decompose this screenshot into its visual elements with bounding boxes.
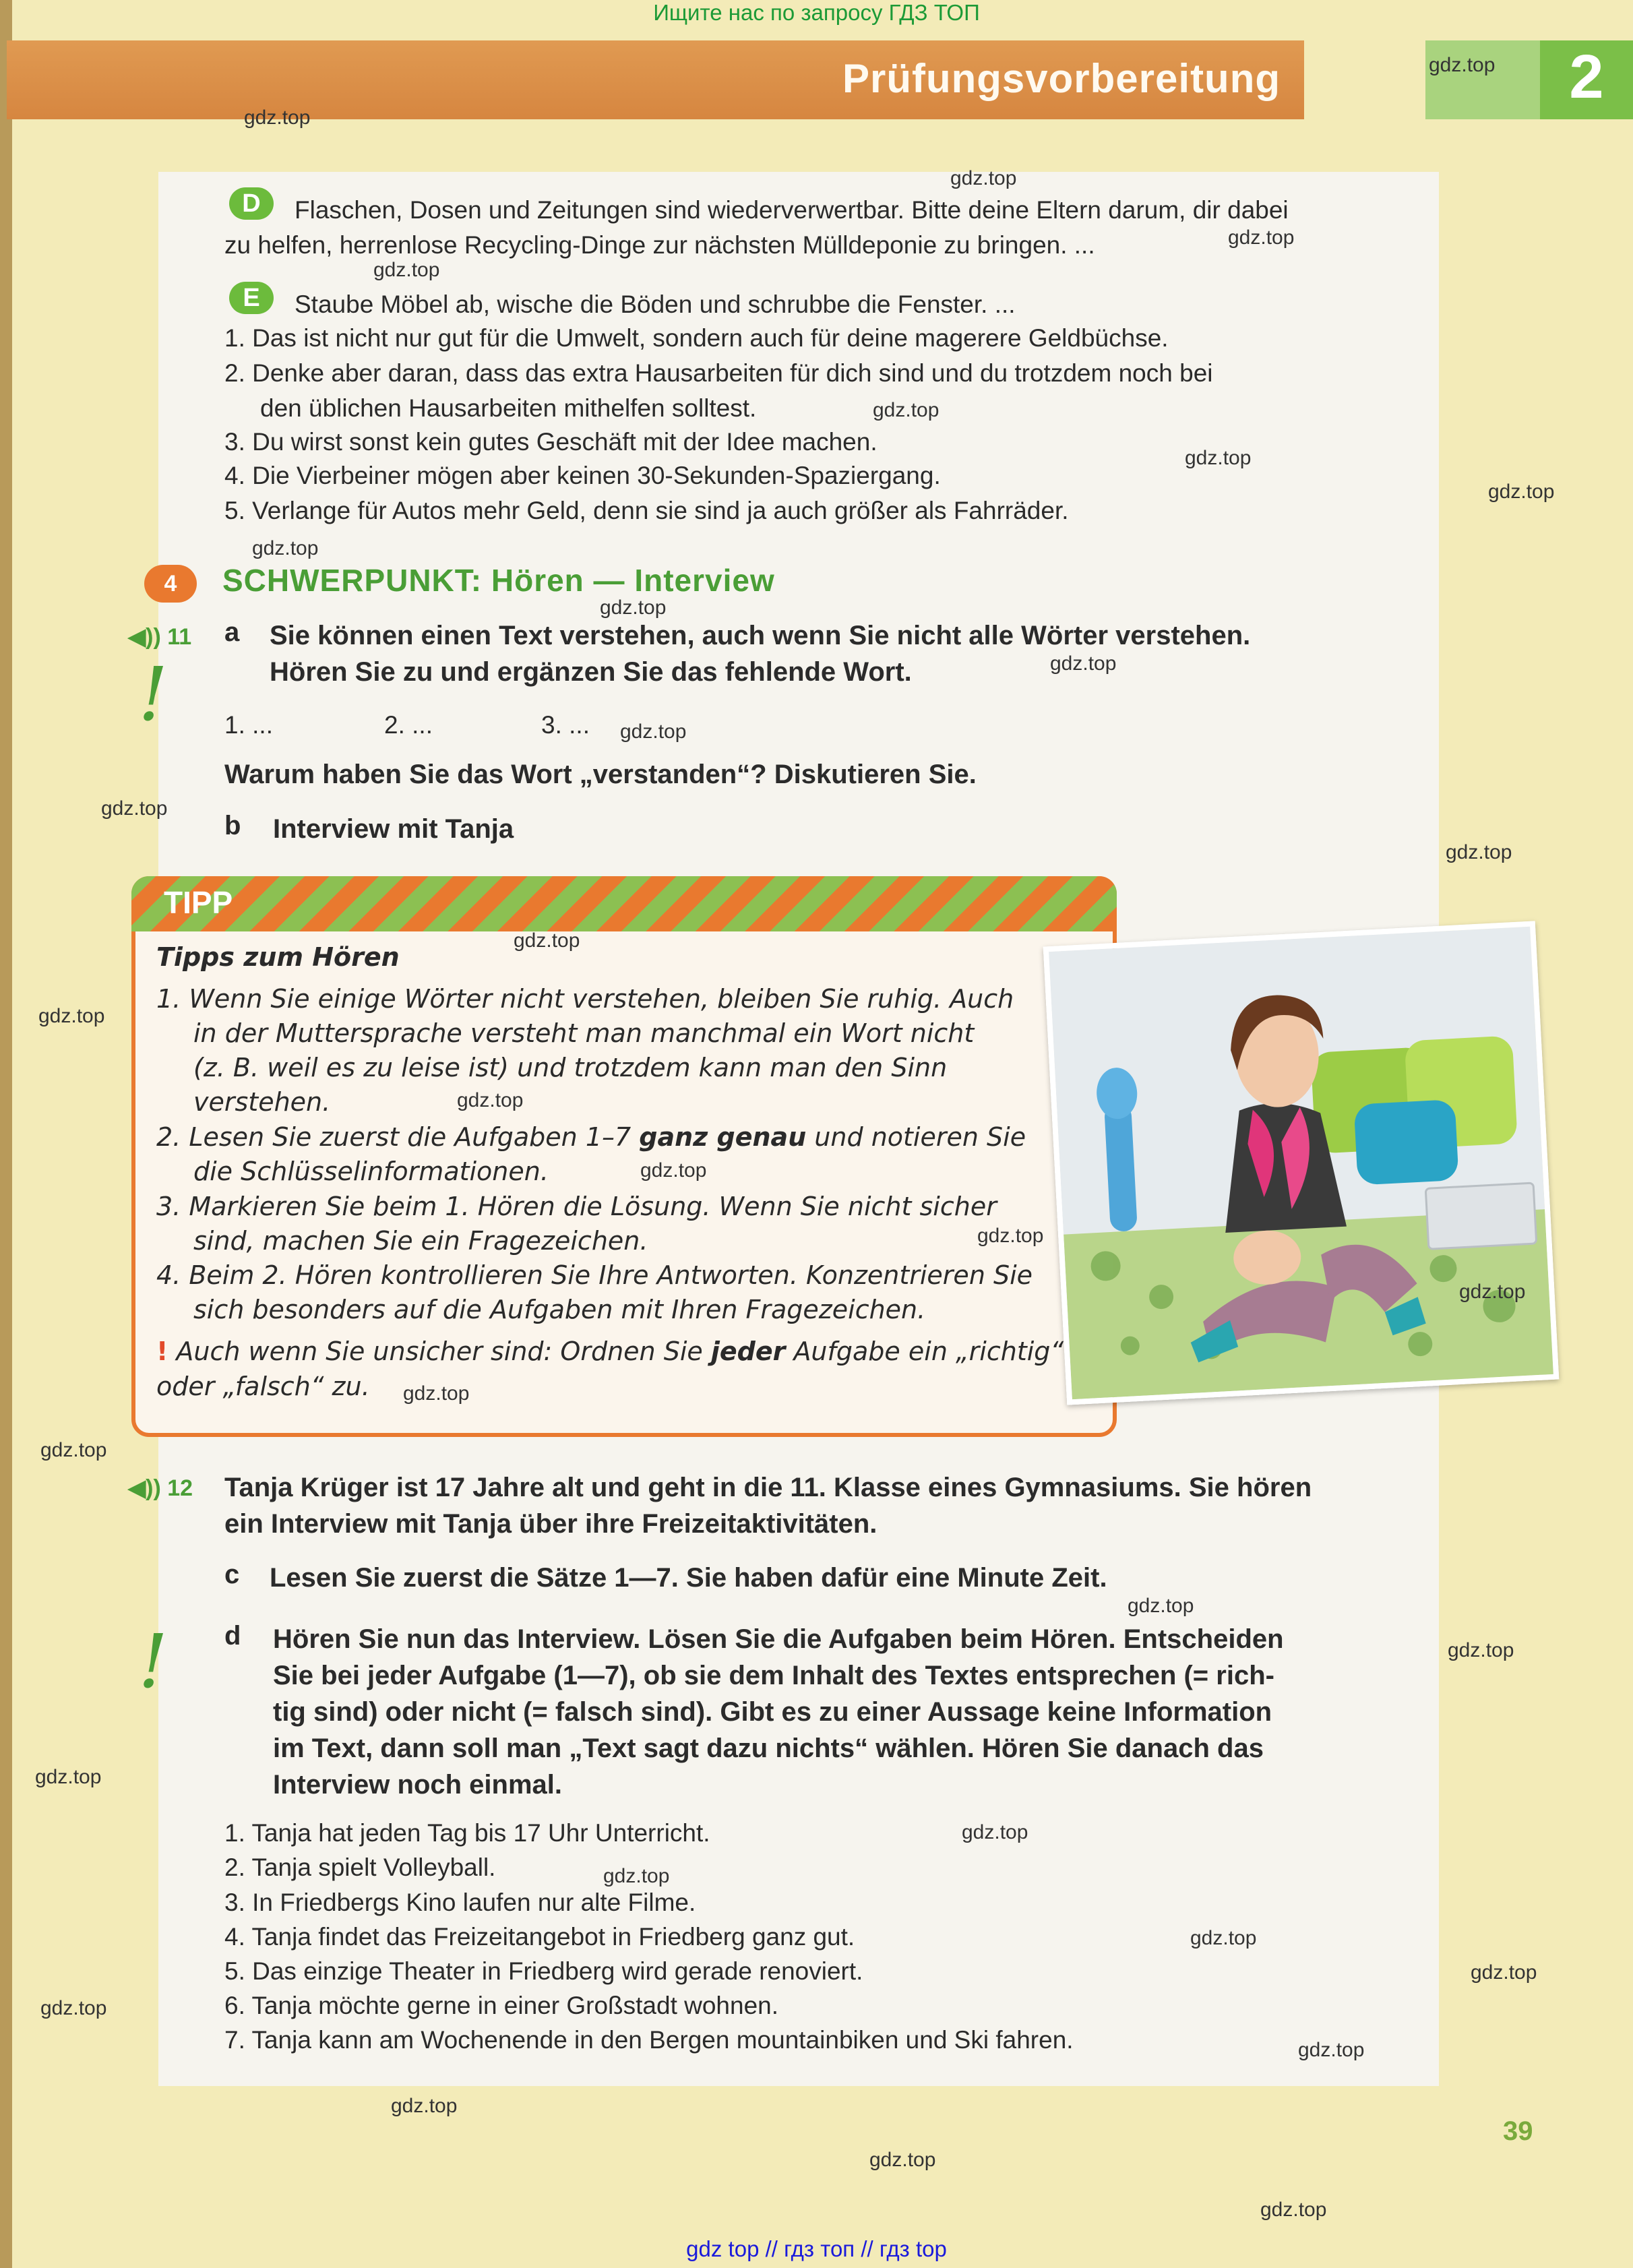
statement-2: 2. Tanja spielt Volleyball.	[224, 1853, 496, 1881]
section-badge: 4	[144, 565, 197, 603]
task-a-line-2: Hören Sie zu und ergänzen Sie das fehlende Wort.	[270, 657, 912, 687]
discussion-question: Warum haben Sie das Wort „verstanden“? Diskutieren Sie.	[224, 760, 977, 789]
bottom-links[interactable]: gdz top // гдз топ // гдз top	[686, 2236, 947, 2261]
tipp-item-1-line-4: verstehen.	[193, 1087, 331, 1117]
watermark: gdz.top	[514, 929, 580, 952]
watermark: gdz.top	[252, 537, 319, 559]
watermark: gdz.top	[1488, 481, 1555, 503]
watermark: gdz.top	[1429, 54, 1496, 76]
tipp-item-3-line-2: sind, machen Sie ein Fragezeichen.	[193, 1226, 648, 1256]
tipp-note-line-1: ! Auch wenn Sie unsicher sind: Ordnen Sie jeder Aufgabe ein „richtig“	[156, 1337, 1064, 1366]
tipp-note-line-2: oder „falsch“ zu.	[156, 1372, 370, 1401]
tipp-item-1-line-3: (z. B. weil es zu leise ist) und trotzdem kann man den Sinn	[193, 1053, 948, 1082]
watermark: gdz.top	[640, 1159, 707, 1182]
watermark: gdz.top	[1190, 1927, 1257, 1949]
watermark: gdz.top	[244, 106, 311, 129]
watermark: gdz.top	[38, 1005, 105, 1027]
statement-6: 6. Tanja möchte gerne in einer Großstadt wohnen.	[224, 1992, 779, 2019]
numbered-item-1: 1. Das ist nicht nur gut für die Umwelt, sondern auch für deine magerere Geldbüchse.	[224, 324, 1169, 352]
tipp-label: TIPP	[164, 885, 233, 920]
photo-tanja	[1043, 921, 1560, 1405]
page-number: 39	[1503, 2116, 1533, 2146]
watermark: gdz.top	[873, 399, 939, 421]
important-icon-2: !	[138, 1618, 168, 1705]
chapter-tab-light	[1425, 40, 1540, 119]
task-d-line-3: tig sind) oder nicht (= falsch sind). Gibt es zu einer Aussage keine Information	[273, 1697, 1272, 1727]
blank-3: 3. ...	[541, 711, 590, 739]
tipp-item-1-line-2: in der Muttersprache versteht man manchmal ein Wort nicht	[193, 1018, 975, 1048]
watermark: gdz.top	[950, 167, 1017, 189]
tipp-header-stripe	[131, 876, 1117, 931]
task-c-text: Lesen Sie zuerst die Sätze 1—7. Sie haben dafür eine Minute Zeit.	[270, 1563, 1107, 1593]
watermark: gdz.top	[403, 1382, 470, 1405]
blank-2: 2. ...	[384, 711, 433, 739]
numbered-item-2-cont: den üblichen Hausarbeiten mithelfen solltest.	[260, 394, 757, 422]
part-e-line-1: Staube Möbel ab, wische die Böden und schrubbe die Fenster. ...	[295, 290, 1016, 318]
important-icon: !	[138, 651, 168, 737]
part-d-line-2: zu helfen, herrenlose Recycling-Dinge zur nächsten Mülldeponie zu bringen. ...	[224, 231, 1095, 259]
task-letter-b: b	[224, 811, 241, 840]
track-number: 12	[167, 1475, 193, 1501]
task-a-line-1: Sie können einen Text verstehen, auch wenn Sie nicht alle Wörter verstehen.	[270, 621, 1251, 650]
watermark: gdz.top	[1228, 226, 1295, 249]
tipp-item-2-line-1: 2. Lesen Sie zuerst die Aufgaben 1–7 ganz genau und notieren Sie	[156, 1122, 1026, 1152]
watermark: gdz.top	[1446, 841, 1512, 863]
part-d-line-1: Flaschen, Dosen und Zeitungen sind wiederverwertbar. Bitte deine Eltern darum, dir dabei	[295, 196, 1289, 224]
watermark: gdz.top	[391, 2095, 458, 2117]
tipp-item-3-line-1: 3. Markieren Sie beim 1. Hören die Lösung. Wenn Sie nicht sicher	[156, 1192, 997, 1221]
statement-7: 7. Tanja kann am Wochenende in den Bergen mountainbiken und Ski fahren.	[224, 2026, 1074, 2054]
statement-3: 3. In Friedbergs Kino laufen nur alte Filme.	[224, 1889, 696, 1916]
watermark: gdz.top	[1260, 2199, 1327, 2221]
watermark: gdz.top	[40, 1997, 107, 2019]
task-d-line-2: Sie bei jeder Aufgabe (1—7), ob sie dem Inhalt des Textes entsprechen (= rich-	[273, 1661, 1274, 1690]
watermark: gdz.top	[962, 1821, 1028, 1843]
audio-track-12[interactable]	[128, 1475, 193, 1502]
page-edge	[0, 0, 12, 2268]
watermark: gdz.top	[869, 2149, 936, 2171]
watermark: gdz.top	[1128, 1595, 1194, 1617]
numbered-item-4: 4. Die Vierbeiner mögen aber keinen 30-Sekunden-Spaziergang.	[224, 462, 941, 489]
task-d-line-5: Interview noch einmal.	[273, 1770, 563, 1800]
watermark: gdz.top	[1471, 1961, 1537, 1984]
speaker-icon: ◀))	[128, 1475, 161, 1501]
page-title: Prüfungsvorbereitung	[842, 56, 1281, 101]
watermark: gdz.top	[600, 596, 667, 619]
statement-1: 1. Tanja hat jeden Tag bis 17 Uhr Unterricht.	[224, 1819, 710, 1847]
blank-1: 1. ...	[224, 711, 273, 739]
task-letter-c: c	[224, 1560, 240, 1589]
task-d-line-4: im Text, dann soll man „Text sagt dazu nichts“ wählen. Hören Sie danach das	[273, 1734, 1264, 1763]
tipp-item-1-line-1: 1. Wenn Sie einige Wörter nicht verstehen, bleiben Sie ruhig. Auch	[156, 984, 1014, 1014]
watermark: gdz.top	[620, 721, 687, 743]
numbered-item-2: 2. Denke aber daran, dass das extra Hausarbeiten für dich sind und du trotzdem noch bei	[224, 359, 1213, 387]
statement-5: 5. Das einzige Theater in Friedberg wird gerade renoviert.	[224, 1957, 863, 1985]
task-letter-a: a	[224, 617, 240, 647]
tipp-item-4-line-1: 4. Beim 2. Hören kontrollieren Sie Ihre Antworten. Konzentrieren Sie	[156, 1260, 1033, 1290]
watermark: gdz.top	[1448, 1639, 1514, 1661]
watermark: gdz.top	[977, 1225, 1044, 1247]
numbered-item-3: 3. Du wirst sonst kein gutes Geschäft mit der Idee machen.	[224, 428, 877, 456]
chapter-number: 2	[1569, 42, 1604, 111]
audio-track-11[interactable]	[128, 623, 191, 650]
watermark: gdz.top	[1050, 652, 1117, 675]
watermark: gdz.top	[1298, 2039, 1365, 2061]
watermark: gdz.top	[101, 797, 168, 820]
track-number: 11	[167, 624, 192, 650]
tipp-item-2-line-2: die Schlüsselinformationen.	[193, 1157, 549, 1186]
tipp-heading: Tipps zum Hören	[156, 942, 400, 972]
badge-d: D	[229, 187, 274, 220]
task-letter-d: d	[224, 1621, 241, 1651]
badge-e: E	[229, 282, 274, 314]
watermark: gdz.top	[1185, 447, 1252, 469]
section-title: SCHWERPUNKT: Hören — Interview	[222, 563, 775, 598]
statement-4: 4. Tanja findet das Freizeitangebot in Friedberg ganz gut.	[224, 1923, 855, 1951]
task-b-title: Interview mit Tanja	[273, 814, 514, 844]
top-banner-link[interactable]: Ищите нас по запросу ГДЗ ТОП	[653, 0, 980, 25]
task-12-line-1: Tanja Krüger ist 17 Jahre alt und geht in die 11. Klasse eines Gymnasiums. Sie hören	[224, 1473, 1312, 1502]
watermark: gdz.top	[40, 1439, 107, 1461]
watermark: gdz.top	[35, 1766, 102, 1788]
watermark: gdz.top	[603, 1865, 670, 1887]
tipp-item-4-line-2: sich besonders auf die Aufgaben mit Ihren Fragezeichen.	[193, 1295, 926, 1324]
watermark: gdz.top	[457, 1089, 524, 1111]
watermark: gdz.top	[373, 259, 440, 281]
numbered-item-5: 5. Verlange für Autos mehr Geld, denn sie sind ja auch größer als Fahrräder.	[224, 497, 1069, 524]
speaker-icon: ◀))	[128, 624, 161, 650]
task-12-line-2: ein Interview mit Tanja über ihre Freizeitaktivitäten.	[224, 1509, 877, 1539]
task-d-line-1: Hören Sie nun das Interview. Lösen Sie die Aufgaben beim Hören. Entscheiden	[273, 1624, 1284, 1654]
watermark: gdz.top	[1459, 1281, 1526, 1303]
